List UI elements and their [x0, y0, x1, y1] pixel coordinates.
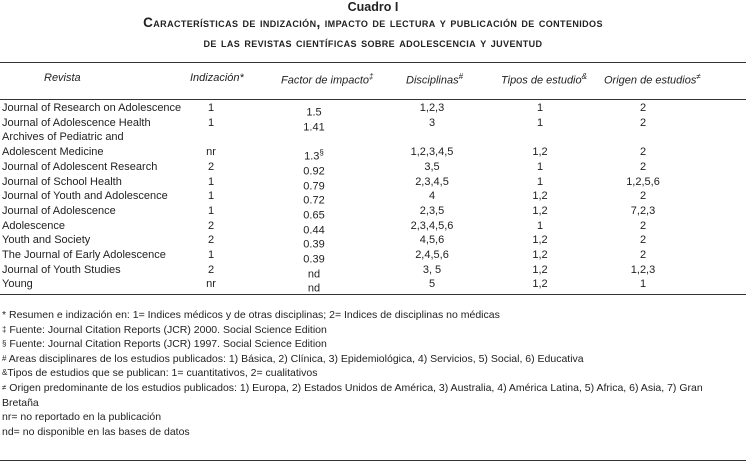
origen-cell-text: 7,2,3	[630, 204, 656, 217]
factor-cell-text: 1.5	[306, 106, 322, 119]
indizacion-cell-text: nr	[206, 278, 216, 291]
tipos-cell-text: 1,2	[532, 278, 548, 291]
tipos-cell-text: 1,2	[532, 190, 548, 203]
footnote: * Resumen e indización en: 1= Indices médicos y de otras disciplinas; 2= Indices de disciplinas no médicas	[2, 309, 500, 321]
table-row	[0, 145, 746, 163]
indizacion-cell-text: 2	[207, 234, 215, 247]
tipos-cell-text: 1,2	[532, 234, 548, 247]
origen-cell-text: 1,2,3	[630, 263, 656, 276]
journal-cell-text: Adolescence	[2, 219, 65, 232]
factor-cell-text: 0.72	[303, 194, 325, 207]
header-rule	[0, 99, 746, 100]
indizacion-cell-text: 1	[207, 249, 215, 261]
table-title-line-2: de las revistas científicas sobre adolescencia y juventud	[203, 35, 543, 50]
journal-cell	[2, 116, 151, 131]
header-tipos: Tipos de estudio&	[501, 72, 587, 87]
factor-cell-text: 1.3	[304, 150, 320, 163]
footnote: ≠ Origen predominante de los estudios publicados: 1) Europa, 2) Estados Unidos de América, 3) Australia, 4) América Latina, 5) Africa, 6) Asia, 7) Gran Bretaña	[2, 381, 703, 409]
disciplinas-cell-text: 4	[428, 190, 436, 203]
disciplinas-cell-text: 2,3,4,5,6	[410, 219, 454, 232]
table-row	[0, 263, 746, 281]
note-mark-origen: ≠	[696, 72, 701, 81]
tipos-cell-text: 1	[536, 219, 544, 232]
origen-cell-text: 2	[639, 249, 647, 261]
journal-cell-text: Journal of Research on Adolescence	[2, 102, 182, 114]
journal-cell	[2, 219, 65, 234]
journal-cell-text: Journal of Youth Studies	[2, 263, 121, 276]
journal-cell	[2, 130, 124, 145]
tipos-cell-text: 1	[536, 102, 544, 114]
factor-cell-text: 0.92	[303, 165, 325, 178]
indizacion-cell-text: 2	[207, 219, 215, 232]
factor-cell-text: 0.44	[303, 224, 325, 237]
origen-cell-text: 2	[639, 234, 647, 247]
origen-cell-text: 2	[639, 160, 647, 173]
table-row	[0, 233, 746, 251]
journal-cell	[2, 175, 122, 190]
indizacion-cell-text: 1	[207, 204, 215, 217]
indizacion-cell-text: nr	[206, 146, 216, 159]
disciplinas-cell-text: 2,3,5	[419, 204, 445, 217]
disciplinas-cell-text: 1,2,3	[419, 102, 445, 114]
disciplinas-cell-text: 5	[428, 278, 436, 291]
tipos-cell-text: 1,2	[532, 263, 548, 276]
disciplinas-cell-text: 1,2,3,4,5	[410, 146, 454, 159]
table-row	[0, 160, 746, 178]
tipos-cell-text: 1	[536, 175, 544, 188]
journal-cell	[2, 248, 166, 263]
note-mark-indizacion: *	[239, 72, 244, 84]
footnote: § Fuente: Journal Citation Reports (JCR) 1997. Social Science Edition	[2, 338, 327, 351]
top-rule	[0, 62, 746, 63]
origen-cell-text: 2	[639, 190, 647, 203]
factor-cell-text: 0.39	[303, 253, 325, 266]
factor-note-mark: §	[319, 148, 324, 158]
disciplinas-cell-text: 3	[428, 116, 436, 129]
table-row	[0, 204, 746, 222]
table-row	[0, 277, 746, 296]
origen-cell-text: 2	[639, 219, 647, 232]
table-label: Cuadro I	[347, 0, 399, 14]
footnote: ‡ Fuente: Journal Citation Reports (JCR) 2000. Social Science Edition	[2, 323, 327, 336]
disciplinas-cell-text: 2,4,5,6	[415, 249, 449, 261]
journal-cell	[2, 160, 157, 175]
factor-cell-text: 0.39	[303, 238, 325, 251]
disciplinas-cell-text: 2,3,4,5	[415, 175, 449, 188]
table-row	[0, 248, 746, 266]
indizacion-cell-text: 1	[207, 175, 215, 188]
tipos-cell-text: 1	[536, 160, 544, 173]
journal-cell-text: Youth and Society	[2, 234, 91, 247]
note-mark-factor: ‡	[369, 72, 374, 81]
journal-cell	[2, 204, 116, 219]
origen-cell-text: 2	[639, 146, 647, 159]
origen-cell-text: 1,2,5,6	[626, 175, 660, 188]
origen-cell-text: 2	[639, 116, 647, 129]
journal-cell	[2, 263, 121, 278]
footnote: &Tipos de estudios que se publican: 1= cuantitativos, 2= cualitativos	[2, 367, 318, 380]
header-origen: Origen de estudios≠	[604, 72, 701, 87]
note-mark-tipos: &	[581, 72, 587, 81]
footnote: nr= no reportado en la publicación	[2, 411, 162, 424]
origen-cell-text: 2	[639, 102, 647, 114]
header-indizacion: Indización*	[190, 72, 244, 84]
tipos-cell-text: 1,2	[532, 146, 548, 159]
tipos-cell-text: 1	[536, 116, 544, 129]
footnote: # Areas disciplinares de los estudios publicados: 1) Básica, 2) Clínica, 3) Epidemiológica, 4) Servicios, 5) Social, 6) Educativa	[2, 352, 584, 365]
factor-cell-text: 0.65	[303, 209, 325, 222]
journal-cell-text: Archives of Pediatric and	[2, 131, 124, 144]
factor-cell-text: nd	[307, 268, 321, 281]
journal-cell	[2, 145, 104, 160]
journal-cell	[2, 233, 90, 248]
footnotes	[2, 308, 742, 439]
journal-cell-text: Journal of School Health	[2, 175, 122, 188]
origen-cell-text: 1	[639, 278, 647, 291]
journal-cell-text: Adolescent Medicine	[2, 146, 104, 159]
indizacion-cell-text: 2	[207, 160, 215, 173]
journal-cell-text: Journal of Adolescence	[2, 204, 116, 217]
footnote: nd= no disponible en las bases de datos	[2, 425, 190, 438]
disciplinas-cell-text: 3,5	[424, 160, 440, 173]
table-row	[0, 101, 746, 119]
bottom-rule	[0, 294, 746, 295]
indizacion-cell-text: 1	[207, 190, 215, 203]
table-title-line-1: Características de indización, impacto de lectura y publicación de contenidos	[143, 15, 603, 30]
disciplinas-cell-text: 4,5,6	[419, 234, 445, 247]
table-row	[0, 130, 746, 145]
factor-cell-text: 0.79	[303, 180, 325, 193]
indizacion-cell-text: 1	[207, 116, 215, 129]
journal-cell	[2, 101, 181, 116]
factor-cell-text: 1.41	[303, 121, 325, 134]
table-row	[0, 175, 746, 193]
note-mark-disciplinas: #	[458, 72, 464, 81]
tipos-cell-text: 1,2	[532, 249, 548, 261]
journal-cell-text: Journal of Adolescent Research	[2, 160, 158, 173]
table-row	[0, 219, 746, 237]
header-revista: Revista	[44, 72, 81, 84]
indizacion-cell-text: 2	[207, 263, 215, 276]
journal-cell	[2, 277, 33, 292]
factor-cell-text: nd	[307, 283, 321, 296]
tipos-cell-text: 1,2	[532, 204, 548, 217]
journal-cell-text: Journal of Youth and Adolescence	[2, 190, 168, 203]
disciplinas-cell-text: 3, 5	[422, 263, 442, 276]
journal-cell	[2, 189, 168, 204]
journal-cell-text: Young	[2, 278, 33, 291]
journal-cell-text: Journal of Adolescence Health	[2, 116, 151, 129]
table-row	[0, 116, 746, 134]
table-row	[0, 189, 746, 207]
header-disciplinas: Disciplinas#	[406, 72, 464, 87]
header-factor: Factor de impacto‡	[281, 72, 374, 87]
indizacion-cell-text: 1	[207, 102, 215, 114]
journal-cell-text: The Journal of Early Adolescence	[2, 249, 166, 261]
